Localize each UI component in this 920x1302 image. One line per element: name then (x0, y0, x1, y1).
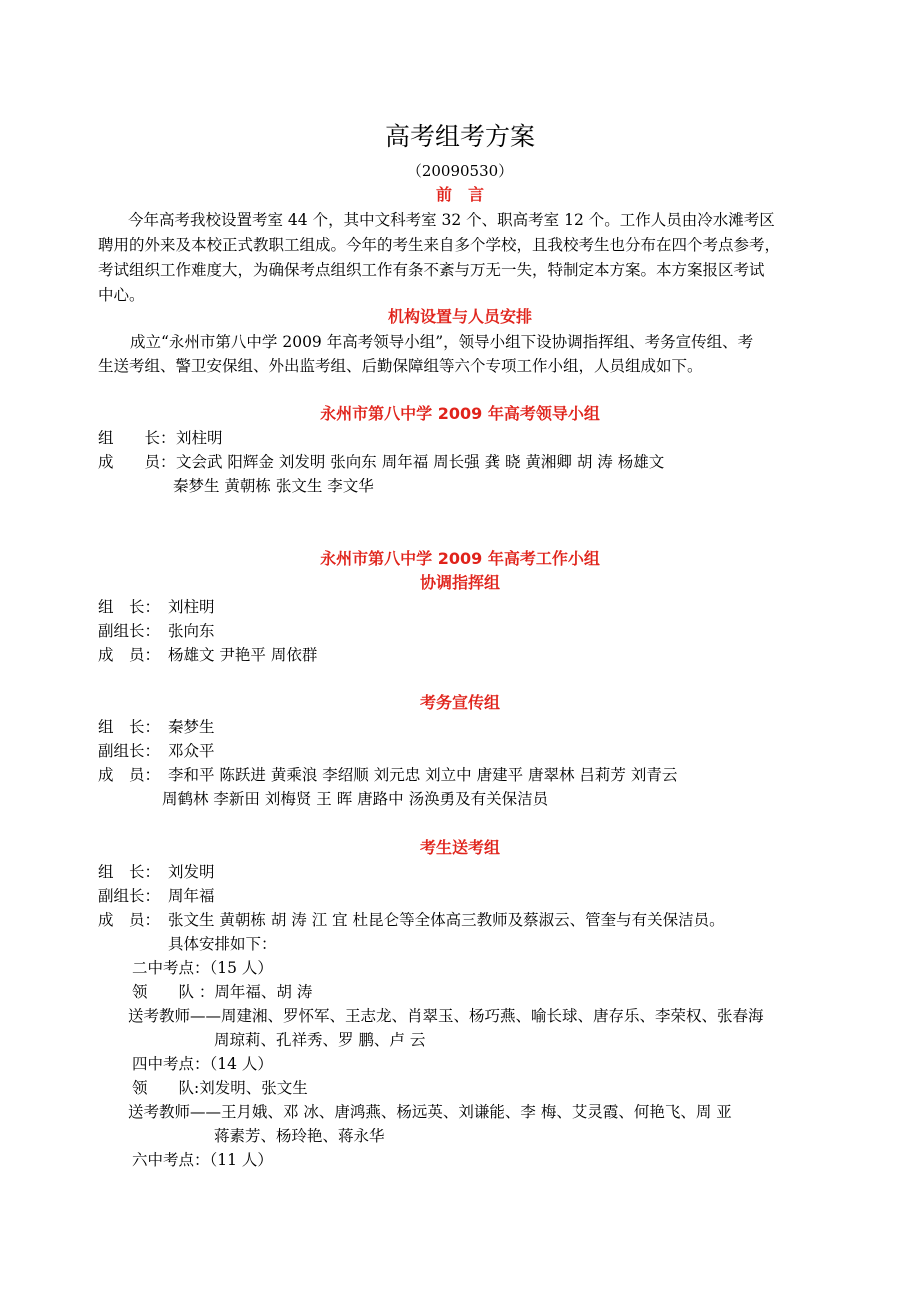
leadership-leader-label: 组 长： (98, 429, 176, 447)
leadership-leader-row (98, 427, 223, 449)
preface-line-3: 考试组织工作难度大，为确保考点组织工作有条不紊与万无一失，特制定本方案。本方案报区考试 (98, 261, 765, 279)
escort-leader: 刘发明 (168, 863, 215, 881)
propaganda-members-row (98, 764, 677, 786)
leadership-heading: 永州市第八中学 2009 年高考领导小组 (320, 404, 600, 423)
escort-leader-label: 组 长： (98, 863, 161, 881)
site-2-title: 二中考点：（15 人） (132, 959, 273, 977)
org-line-2: 生送考组、警卫安保组、外出监考组、后勤保障组等六个专项工作小组，人员组成如下。 (98, 357, 703, 375)
document-title: 高考组考方案 (384, 122, 535, 151)
org-heading: 机构设置与人员安排 (387, 307, 532, 326)
preface-line-1: 今年高考我校设置考室 44 个，其中文科考室 32 个、职高考室 12 个。工作人员由冷水滩考区 (128, 211, 775, 229)
work-group-heading: 永州市第八中学 2009 年高考工作小组 (320, 549, 600, 568)
propaganda-members-line-1: 李和平 陈跃进 黄乘浪 李绍顺 刘元忠 刘立中 唐建平 唐翠林 吕莉芳 刘青云 (168, 766, 678, 784)
propaganda-vice-label: 副组长： (98, 742, 161, 760)
coordination-members-label: 成 员： (98, 646, 161, 664)
escort-leader-row (98, 861, 215, 883)
escort-heading: 考生送考组 (419, 838, 500, 857)
coordination-vice-row (98, 620, 215, 642)
preface-line-4: 中心。 (98, 286, 145, 304)
propaganda-vice-row (98, 740, 215, 762)
leadership-members-row (98, 451, 664, 473)
site-4-lead: 领 队:刘发明、张文生 (132, 1079, 308, 1097)
coordination-vice-label: 副组长： (98, 622, 161, 640)
escort-members: 张文生 黄朝栋 胡 涛 江 宜 杜昆仑等全体高三教师及蔡淑云、管奎与有关保洁员。 (168, 911, 725, 929)
escort-vice-row (98, 885, 215, 907)
coordination-leader-row (98, 596, 215, 618)
escort-members-label: 成 员： (98, 911, 161, 929)
preface-line-2: 聘用的外来及本校正式教职工组成。今年的考生来自多个学校，且我校考生也分布在四个考点参考， (98, 236, 781, 254)
escort-vice-label: 副组长： (98, 887, 161, 905)
propaganda-leader: 秦梦生 (168, 718, 215, 736)
coordination-heading: 协调指挥组 (419, 573, 500, 592)
site-2-teachers-line-2: 周琼莉、孔祥秀、罗 鹏、卢 云 (214, 1031, 426, 1049)
escort-vice: 周年福 (168, 887, 215, 905)
propaganda-heading: 考务宣传组 (419, 693, 500, 712)
org-line-1: 成立“永州市第八中学 2009 年高考领导小组”，领导小组下设协调指挥组、考务宣传组、考 (130, 333, 754, 351)
site-6-title: 六中考点：（11 人） (132, 1151, 273, 1169)
leadership-members-line-2: 秦梦生 黄朝栋 张文生 李文华 (173, 477, 374, 495)
propaganda-members-label: 成 员： (98, 766, 161, 784)
coordination-vice: 张向东 (168, 622, 215, 640)
site-4-teachers-line-1: 送考教师——王月娥、邓 冰、唐鸿燕、杨远英、刘谦能、李 梅、艾灵霞、何艳飞、周 亚 (128, 1103, 732, 1121)
escort-arrangement: 具体安排如下： (168, 935, 277, 953)
coordination-leader-label: 组 长： (98, 598, 161, 616)
site-4-teachers-line-2: 蒋素芳、杨玲艳、蒋永华 (214, 1127, 385, 1145)
propaganda-members-line-2: 周鹤林 李新田 刘梅贤 王 晖 唐路中 汤涣勇及有关保洁员 (162, 790, 549, 808)
preface-heading: 前 言 (435, 185, 484, 204)
document-date: （20090530） (406, 162, 514, 180)
propaganda-leader-label: 组 长： (98, 718, 161, 736)
site-2-teachers-line-1: 送考教师——周建湘、罗怀军、王志龙、肖翠玉、杨巧燕、喻长球、唐存乐、李荣权、张春海 (128, 1007, 764, 1025)
coordination-members: 杨雄文 尹艳平 周依群 (168, 646, 318, 664)
coordination-leader: 刘柱明 (168, 598, 215, 616)
leadership-members-label: 成 员： (98, 453, 176, 471)
site-4-title: 四中考点：（14 人） (132, 1055, 273, 1073)
propaganda-vice: 邓众平 (168, 742, 215, 760)
leadership-members-line-1: 文会武 阳辉金 刘发明 张向东 周年福 周长强 龚 晓 黄湘卿 胡 涛 杨雄文 (176, 453, 665, 471)
leadership-leader: 刘柱明 (176, 429, 223, 447)
propaganda-leader-row (98, 716, 215, 738)
coordination-members-row (98, 644, 317, 666)
escort-members-row (98, 909, 725, 931)
site-2-lead: 领 队 ：周年福、胡 涛 (132, 983, 313, 1001)
